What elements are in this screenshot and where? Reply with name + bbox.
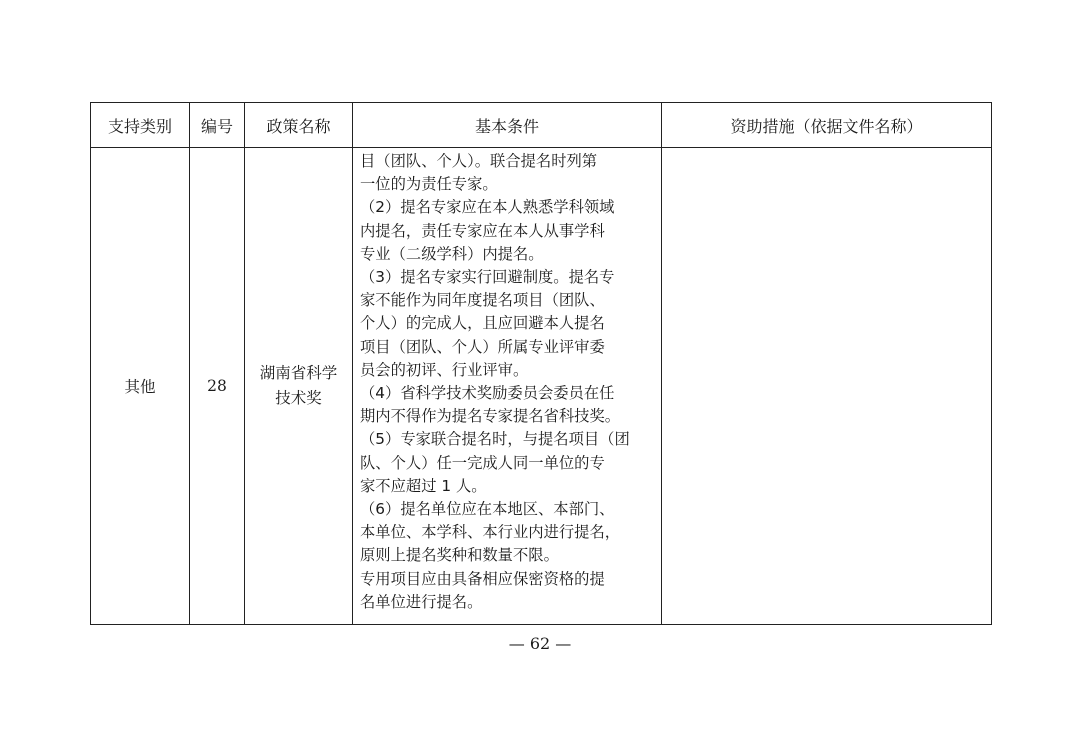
header-policy-name: 政策名称 bbox=[245, 103, 353, 148]
table-row bbox=[91, 148, 992, 625]
policy-name-line: 湖南省科学 bbox=[259, 364, 338, 382]
table-header-row bbox=[91, 103, 992, 148]
policy-name-line: 技术奖 bbox=[275, 389, 322, 407]
condition-line: 个人）的完成人，且应回避本人提名 bbox=[360, 314, 605, 333]
page-number: — 62 — bbox=[508, 634, 572, 653]
condition-line: 专业（二级学科）内提名。 bbox=[360, 244, 544, 263]
header-conditions: 基本条件 bbox=[353, 103, 662, 148]
condition-line: 内提名，责任专家应在本人从事学科 bbox=[360, 221, 605, 240]
condition-line: 名单位进行提名。 bbox=[360, 592, 483, 611]
header-funding-measures: 资助措施（依据文件名称） bbox=[662, 103, 992, 148]
condition-line: 期内不得作为提名专家提名省科技奖。 bbox=[360, 407, 621, 426]
condition-line: （3）提名专家实行回避制度。提名专 bbox=[360, 268, 615, 287]
condition-line: 专用项目应由具备相应保密资格的提 bbox=[360, 569, 605, 588]
condition-line: 家不应超过 1 人。 bbox=[360, 476, 487, 495]
condition-line: 员会的初评、行业评审。 bbox=[360, 360, 529, 379]
condition-line: 家不能作为同年度提名项目（团队、 bbox=[360, 291, 605, 310]
policy-name-text bbox=[245, 361, 352, 411]
cell-number: 28 bbox=[190, 148, 245, 625]
cell-conditions bbox=[353, 148, 662, 625]
condition-line: （2）提名专家应在本人熟悉学科领域 bbox=[360, 198, 615, 217]
condition-line: （4）省科学技术奖励委员会委员在任 bbox=[360, 384, 615, 403]
condition-line: 目（团队、个人）。联合提名时列第 bbox=[360, 152, 598, 170]
condition-line: 项目（团队、个人）所属专业评审委 bbox=[360, 337, 605, 356]
policy-table bbox=[90, 102, 992, 625]
condition-line: （5）专家联合提名时，与提名项目（团 bbox=[360, 430, 630, 449]
cell-category: 其他 bbox=[91, 148, 190, 625]
condition-line: 原则上提名奖种和数量不限。 bbox=[360, 546, 559, 565]
header-category: 支持类别 bbox=[91, 103, 190, 148]
condition-line: （6）提名单位应在本地区、本部门、 bbox=[360, 500, 615, 519]
cell-funding-measures bbox=[662, 148, 992, 625]
condition-line: 一位的为责任专家。 bbox=[360, 175, 498, 194]
header-number: 编号 bbox=[190, 103, 245, 148]
condition-line: 本单位、本学科、本行业内进行提名， bbox=[360, 523, 621, 542]
cell-policy-name bbox=[245, 148, 353, 625]
condition-line: 队、个人）任一完成人同一单位的专 bbox=[360, 453, 605, 472]
